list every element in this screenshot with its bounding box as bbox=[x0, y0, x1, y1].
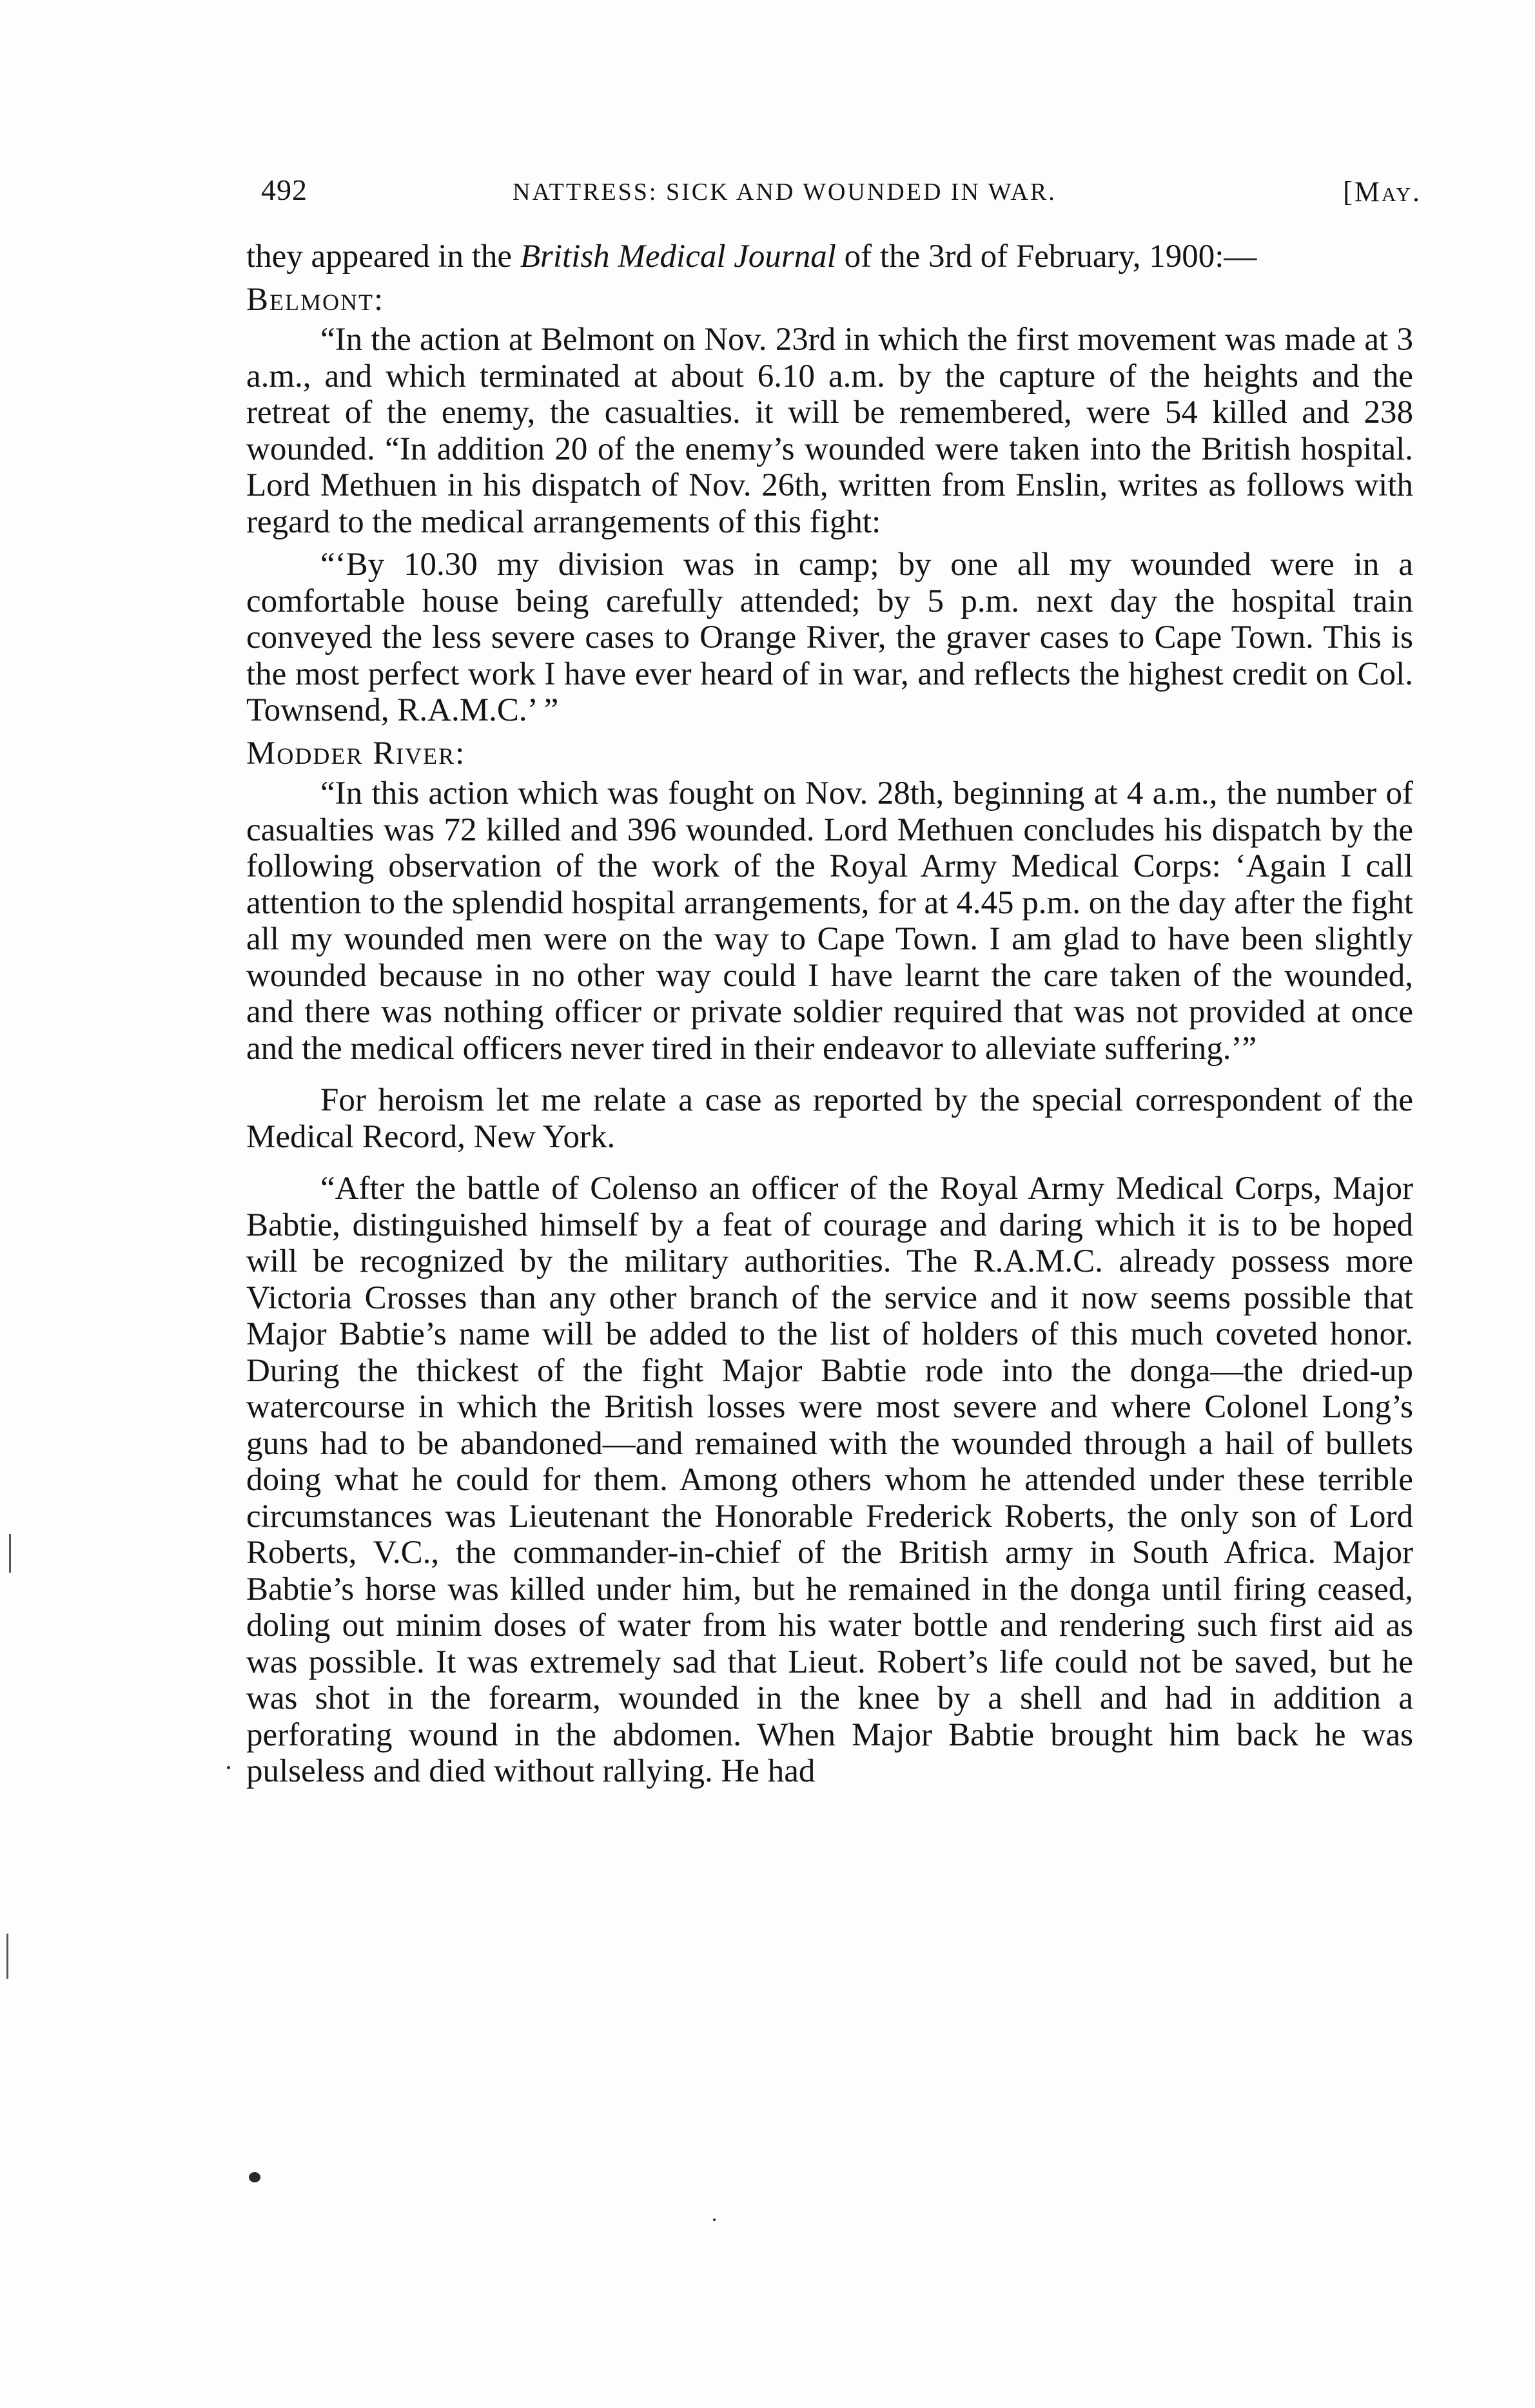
journal-title: British Medical Journal bbox=[520, 238, 836, 275]
margin-mark bbox=[6, 1934, 8, 1979]
margin-mark bbox=[9, 1534, 11, 1573]
modder-river-paragraph: “In this action which was fought on Nov. 28th, beginning at 4 a.m., the number of casualties was 72 killed and 396 wounded. Lord Methuen concludes his dispatch by the following observation of the work of the Royal Army Medical Corps: ‘Again I call attention to the splendid hospital arrangements, for at 4.45 p.m. on the day after the fight all my wounded men were on the way to Cape Town. I am glad to have been slightly wounded because in no other way could I have learnt the care taken of the wounded, and there was nothing officer or private soldier required that was not provided at once and the medical officers never tired in their endeavor to alleviate suffering.’” bbox=[246, 775, 1413, 1067]
section-heading-modder-river: Modder River: bbox=[246, 735, 466, 772]
header-month: [May. bbox=[1343, 176, 1422, 208]
page-number: 492 bbox=[261, 173, 308, 206]
ink-speck bbox=[227, 1766, 230, 1769]
body-text bbox=[246, 238, 1413, 1790]
methuen-quote-paragraph: “‘By 10.30 my division was in camp; by one all my wounded were in a comfortable house being carefully attended; by 5 p.m. next day the hospital train conveyed the less severe cases to Orange River, the graver cases to Cape Town. This is the most perfect work I have ever heard of in war, and reflects the highest credit on Col. Townsend, R.A.M.C.’ ” bbox=[246, 547, 1413, 728]
running-head: NATTRESS: SICK AND WOUNDED IN WAR. bbox=[513, 179, 1057, 206]
intro-before: they appeared in the bbox=[246, 238, 520, 275]
colenso-paragraph: “After the battle of Colenso an officer of the Royal Army Medical Corps, Major Babtie, distinguished himself by a feat of courage and daring which it is to be hoped will be recognized by the military authorities. The R.A.M.C. already possess more Victoria Crosses than any other branch of the service and it now seems possible that Major Babtie’s name will be added to the list of holders of this much coveted honor. During the thickest of the fight Major Babtie rode into the donga—the dried-up watercourse in which the British losses were most severe and where Colonel Long’s guns had to be abandoned—and remained with the wounded through a hail of bullets doing what he could for them. Among others whom he attended under these terrible circumstances was Lieutenant the Honorable Frederick Roberts, the only son of Lord Roberts, V.C., the commander-in-chief of the British army in South Africa. Major Babtie’s horse was killed under him, but he remained in the donga until firing ceased, doling out minim doses of water from his water bottle and rendering such first aid as was possible. It was extremely sad that Lieut. Robert’s life could not be saved, but he was shot in the forearm, wounded in the knee by a shell and had in addition a perforating wound in the abdomen. When Major Babtie brought him back he was pulseless and died without rallying. He had bbox=[246, 1170, 1413, 1789]
intro-paragraph bbox=[246, 238, 1413, 275]
belmont-paragraph: “In the action at Belmont on Nov. 23rd in which the first movement was made at 3 a.m., and which terminated at about 6.10 a.m. by the capture of the heights and the retreat of the enemy, the casualties. it will be remembered, were 54 killed and 238 wounded. “In addition 20 of the enemy’s wounded were taken into the British hospital. Lord Methuen in his dispatch of Nov. 26th, written from Enslin, writes as follows with regard to the medical arrangements of this fight: bbox=[246, 322, 1413, 540]
section-heading-belmont: Belmont: bbox=[246, 281, 385, 318]
heroism-paragraph: For heroism let me relate a case as reported by the special correspondent of the Medical Record, New York. bbox=[246, 1082, 1413, 1155]
intro-after: of the 3rd of February, 1900:— bbox=[836, 238, 1257, 275]
ink-speck bbox=[713, 2219, 716, 2221]
page-header bbox=[261, 173, 1422, 218]
ink-speck bbox=[249, 2172, 260, 2182]
